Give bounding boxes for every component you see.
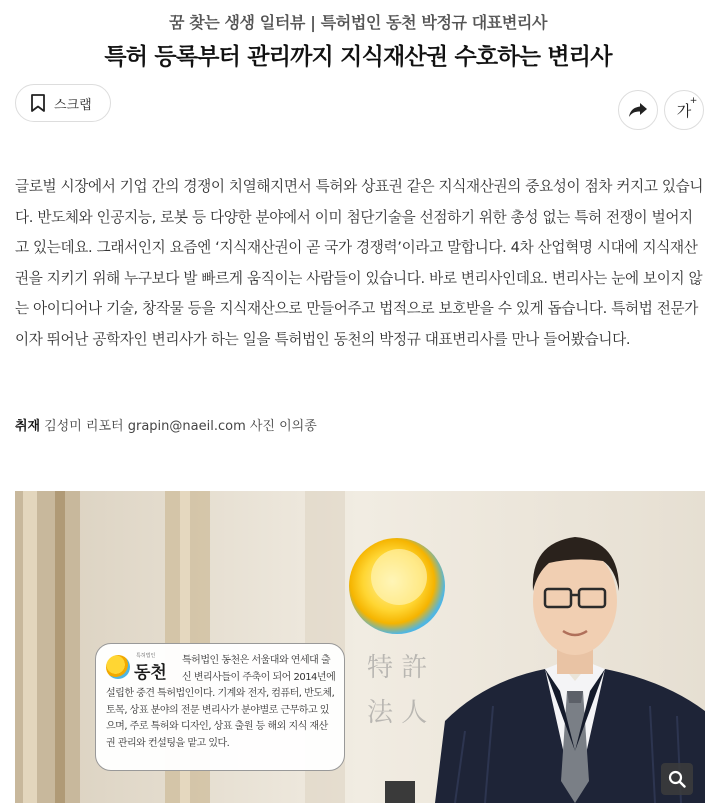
zoom-button[interactable] bbox=[661, 763, 693, 795]
byline bbox=[15, 415, 317, 434]
photo-caption-box bbox=[95, 643, 345, 771]
wall-sign-1: 特 許 bbox=[367, 653, 428, 683]
magnifier-icon bbox=[668, 770, 686, 788]
bookmark-icon bbox=[30, 94, 46, 112]
font-size-icon bbox=[676, 95, 698, 121]
font-size-label: 가 bbox=[676, 101, 692, 120]
firm-logo bbox=[106, 653, 178, 681]
article-lead: 글로벌 시장에서 기업 간의 경쟁이 치열해지면서 특허와 상표권 같은 지식재산권의 중요성이 점차 커지고 있습니다. 반도체와 인공지능, 로봇 등 다양한 분야에서 이미 첨단기술을 선점하기 위한 총성 없는 특허 전쟁이 벌어지고 있는데요. 그래서인지 요즘엔 ‘지식재산권이 곧 국가 경쟁력’이라고 말합니다. 4차 산업혁명 시대에 지식재산권을 지키기 위해 누구보다 발 빠르게 움직이는 사람들이 있습니다. 바로 변리사인데요. 변리사는 눈에 보이지 않는 아이디어나 기술, 창작물 등을 지식재산으로 만들어주고 법적으로 보호받을 수 있게 돕습니다. 특허법 전문가이자 뛰어난 공학자인 변리사가 하는 일을 특허법인 동천의 박정규 대표변리사를 만나 들어봤습니다. bbox=[15, 178, 704, 348]
font-size-button[interactable] bbox=[664, 90, 704, 130]
scrap-button[interactable] bbox=[15, 84, 111, 122]
font-size-plus: + bbox=[689, 95, 698, 106]
wall-sign-2: 法 人 bbox=[367, 698, 428, 728]
firm-logo-mark bbox=[106, 655, 130, 679]
byline-label: 취재 bbox=[15, 419, 41, 434]
firm-logo-small: 특허법인 bbox=[136, 653, 156, 659]
byline-text: 김성미 리포터 grapin@naeil.com 사진 이의종 bbox=[44, 419, 317, 434]
article-headline: 특허 등록부터 관리까지 지식재산권 수호하는 변리사 bbox=[104, 44, 612, 70]
scrap-label: 스크랩 bbox=[54, 97, 92, 113]
article-photo[interactable] bbox=[15, 491, 705, 803]
photo-caption-text: 특허법인 동천은 서울대와 연세대 출신 변리사들이 주축이 되어 2014년에 설립한 중견 특허법인이다. 기계와 전자, 컴퓨터, 반도체, 토목, 상표 분야의 전문 변리사가 분야별로 근무하고 있으며, 주로 특허와 디자인, 상표 출원 등 해외 지식 재산권 관리와 컨설팅을 맡고 있다. bbox=[106, 655, 336, 749]
firm-logo-name: 동천 bbox=[134, 663, 167, 683]
share-button[interactable] bbox=[618, 90, 658, 130]
article-kicker: 꿈 찾는 생생 일터뷰 | 특허법인 동천 박정규 대표변리사 bbox=[168, 13, 548, 32]
share-arrow-icon bbox=[628, 102, 648, 118]
